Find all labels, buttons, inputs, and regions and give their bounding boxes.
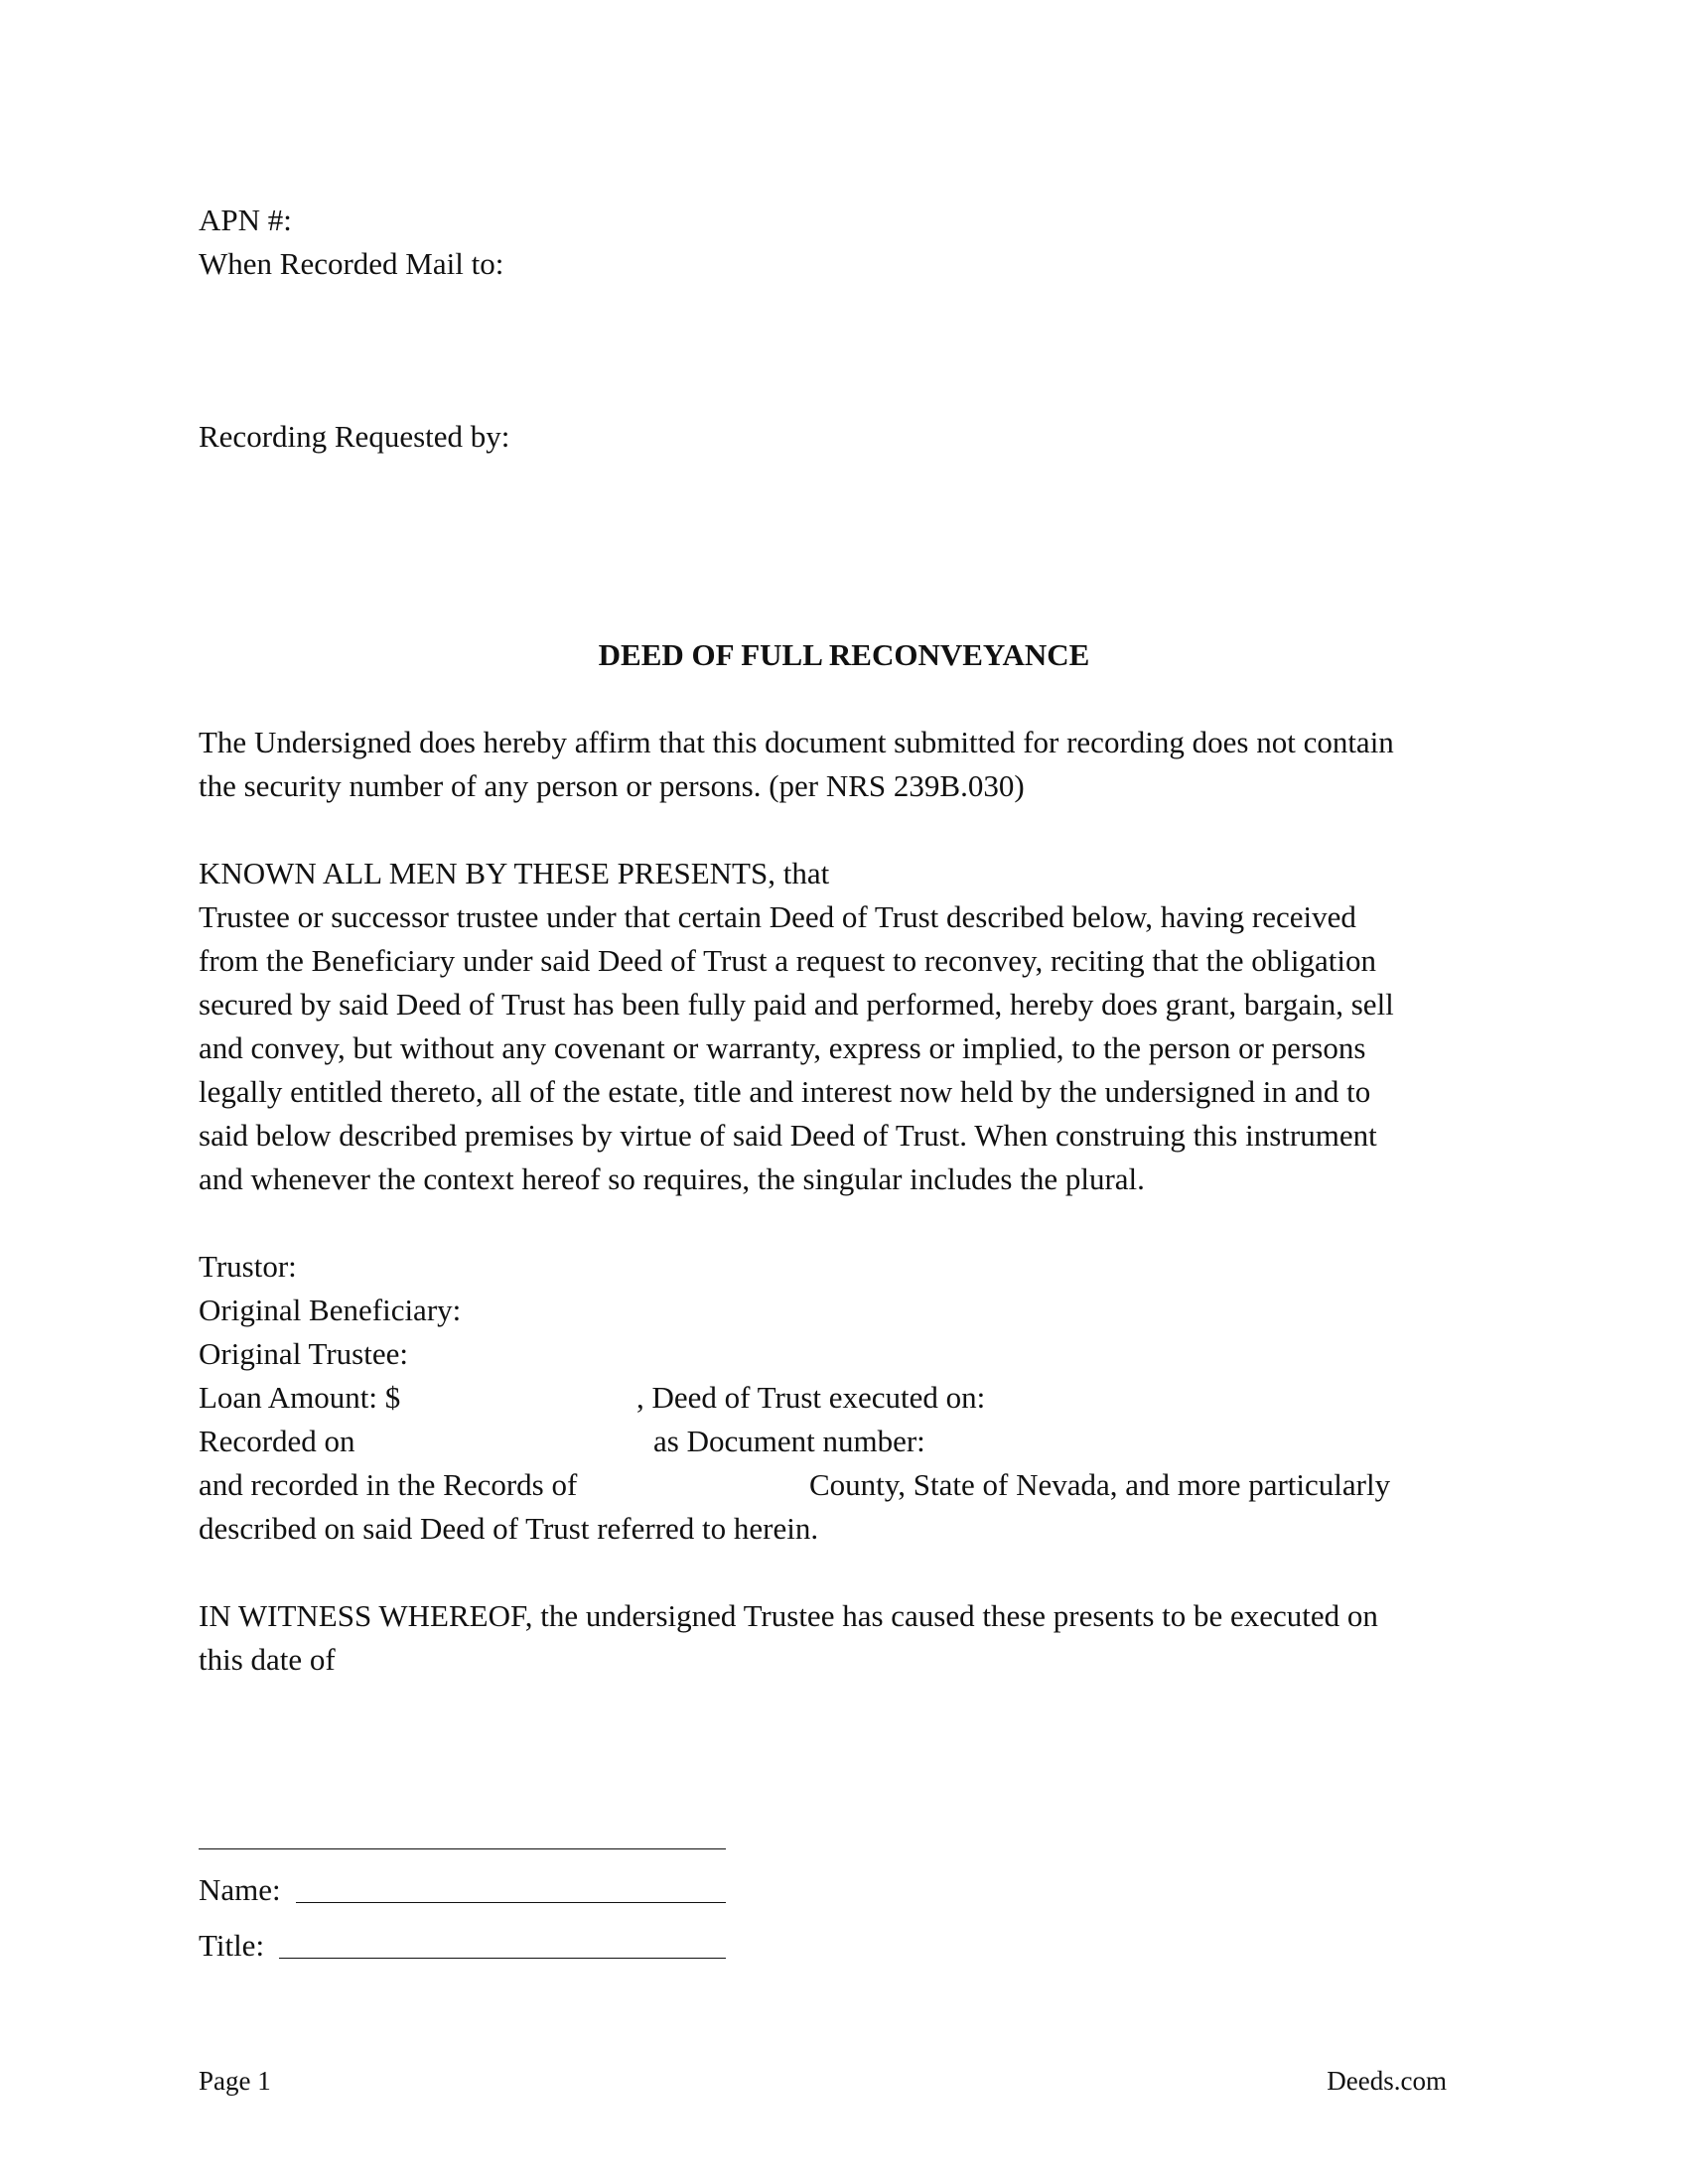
affirmation-line: The Undersigned does hereby affirm that this document submitted for recording does not contain (199, 725, 1394, 759)
title-line (279, 1958, 726, 1959)
page-number: Page 1 (199, 2066, 271, 2096)
requested-by-label: Recording Requested by: (199, 419, 510, 454)
affirmation-line: the security number of any person or persons. (per NRS 239B.030) (199, 768, 1025, 803)
executed-on-label: , Deed of Trust executed on: (636, 1380, 986, 1415)
name-line (296, 1902, 726, 1903)
body-line: Trustee or successor trustee under that certain Deed of Trust described below, having received (199, 899, 1356, 934)
body-line: and whenever the context hereof so requires, the singular includes the plural. (199, 1161, 1145, 1196)
witness-line: IN WITNESS WHEREOF, the undersigned Trustee has caused these presents to be executed on (199, 1598, 1378, 1633)
body-line: and convey, but without any covenant or warranty, express or implied, to the person or persons (199, 1030, 1366, 1065)
body-paragraph (199, 852, 1394, 1201)
county-state-label: County, State of Nevada, and more particularly (809, 1467, 1391, 1502)
described-text: described on said Deed of Trust referred to herein. (199, 1511, 819, 1546)
original-beneficiary-label: Original Beneficiary: (199, 1293, 462, 1327)
title-label: Title: (199, 1928, 265, 1963)
signature-line (199, 1848, 726, 1849)
body-line: said below described premises by virtue of said Deed of Trust. When construing this instrument (199, 1118, 1377, 1153)
body-line: secured by said Deed of Trust has been fully paid and performed, hereby does grant, bargain, sell (199, 987, 1394, 1022)
document-number-label: as Document number: (653, 1424, 925, 1458)
mail-to-label: When Recorded Mail to: (199, 246, 504, 281)
trustor-label: Trustor: (199, 1249, 297, 1284)
body-line: from the Beneficiary under said Deed of Trust a request to reconvey, reciting that the obligation (199, 943, 1376, 978)
apn-label: APN #: (199, 203, 292, 237)
body-line: legally entitled thereto, all of the estate, title and interest now held by the undersigned in and to (199, 1074, 1371, 1109)
affirmation-paragraph (199, 721, 1394, 808)
document-title: DEED OF FULL RECONVEYANCE (598, 637, 1090, 672)
body-line: KNOWN ALL MEN BY THESE PRESENTS, that (199, 856, 830, 890)
recorded-on-label: Recorded on (199, 1424, 355, 1458)
name-label: Name: (199, 1872, 281, 1907)
records-of-label: and recorded in the Records of (199, 1467, 578, 1502)
witness-paragraph (199, 1594, 1378, 1682)
loan-amount-label: Loan Amount: $ (199, 1380, 401, 1415)
brand-footer: Deeds.com (1327, 2066, 1447, 2096)
witness-line: this date of (199, 1642, 336, 1677)
original-trustee-label: Original Trustee: (199, 1336, 408, 1371)
